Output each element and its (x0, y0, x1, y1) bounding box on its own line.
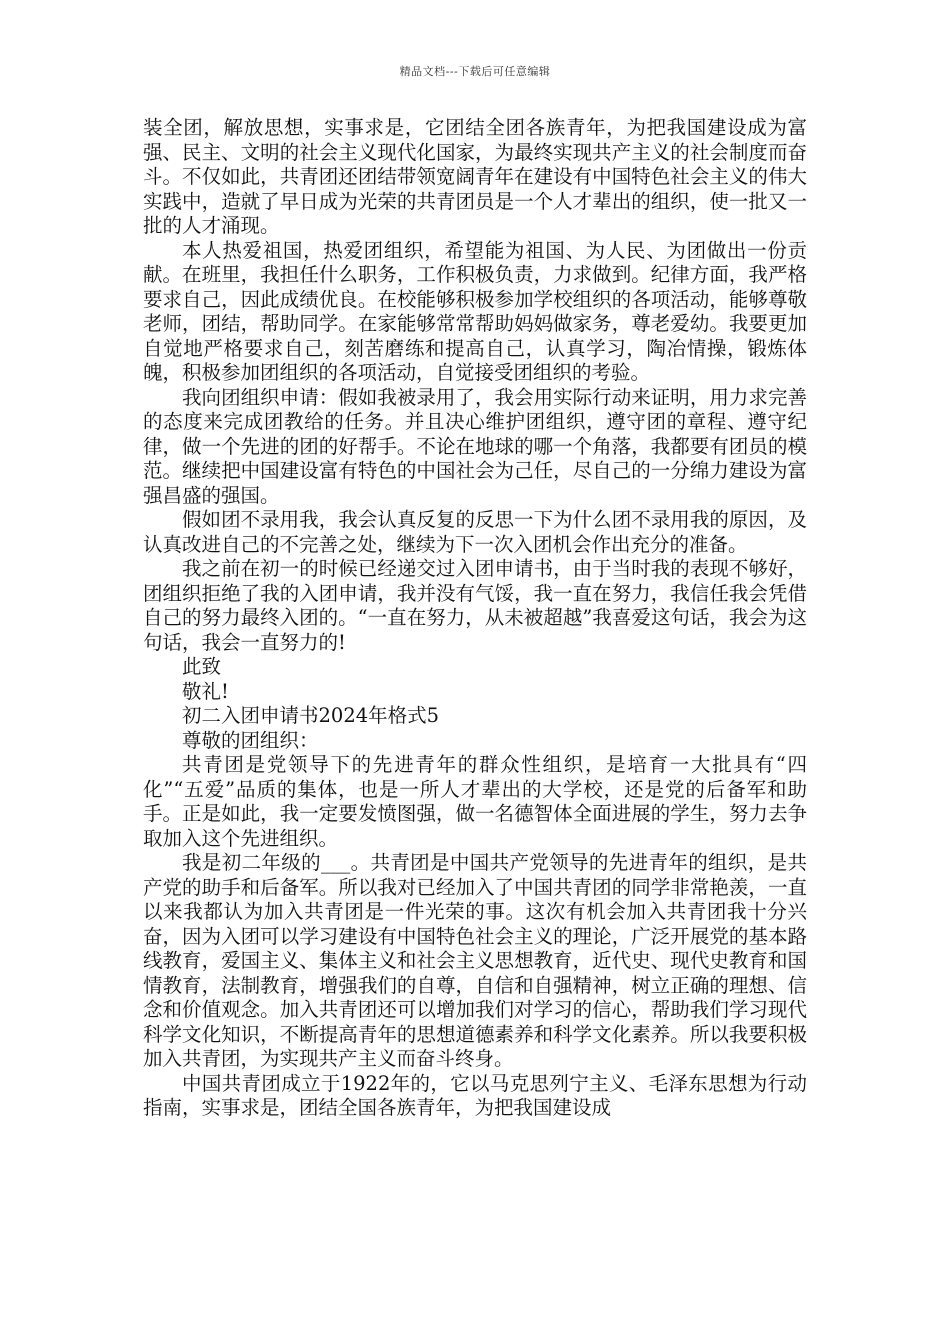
paragraph-2: 本人热爱祖国，热爱团组织，希望能为祖国、为人民、为团做出一份贡献。在班里，我担任什么职务，工作积极负责，力求做到。纪律方面，我严格要求自己，因此成绩优良。在校能够积极参加学校组织的各项活动，能够尊敬老师，团结，帮助同学。在家能够常常帮助妈妈做家务，尊老爱幼。我要更加自觉地严格要求自己，刻苦磨练和提高自己，认真学习，陶冶情操，锻炼体魄，积极参加团组织的各项活动，自觉接受团组织的考验。 (143, 238, 807, 384)
page-header: 精品文档---下载后可任意编辑 (399, 65, 551, 78)
closing-salutation: 此致 (182, 655, 222, 678)
paragraph-7: 我是初二年级的___。共青团是中国共产党领导的先进青年的组织，是共产党的助手和后备军。所以我对已经加入了中国共青团的同学非常艳羡，一直以来我都认为加入共青团是一件光荣的事。这次有机会加入共青团我十分兴奋，因为入团可以学习建设有中国特色社会主义的理论，广泛开展党的基本路线教育，爱国主义、集体主义和社会主义思想教育，近代史、现代史教育和国情教育，法制教育，增强我们的自尊，自信和自强精神，树立正确的理想、信念和价值观念。加入共青团还可以增加我们对学习的信心，帮助我们学习现代科学文化知识，不断提高青年的思想道德素养和科学文化素养。所以我要积极加入共青团，为实现共产主义而奋斗终身。 (143, 851, 807, 1070)
paragraph-4: 假如团不录用我，我会认真反复的反思一下为什么团不录用我的原因，及认真改进自己的不完善之处，继续为下一次入团机会作出充分的准备。 (143, 508, 807, 556)
greeting: 尊敬的团组织： (182, 728, 319, 752)
section-title: 初二入团申请书2024年格式5 (182, 704, 440, 727)
paragraph-3: 我向团组织申请：假如我被录用了，我会用实际行动来证明，用力求完善的态度来完成团教给的任务。并且决心维护团组织，遵守团的章程、遵守纪律，做一个先进的团的好帮手。不论在地球的哪一个角落，我都要有团员的模范。继续把中国建设富有特色的中国社会为己任，尽自己的一分绵力建设为富强昌盛的强国。 (143, 385, 807, 507)
paragraph-6: 共青团是党领导下的先进青年的群众性组织，是培育一大批具有“四化”“五爱”品质的集体，也是一所人才辈出的大学校，还是党的后备军和助手。正是如此，我一定要发愤图强，做一名德智体全面进展的学生，努力去争取加入这个先进组织。 (143, 753, 807, 850)
document-body (143, 116, 807, 1121)
paragraph-8: 中国共青团成立于1922年的，它以马克思列宁主义、毛泽东思想为行动指南，实事求是，团结全国各族青年，为把我国建设成 (143, 1071, 807, 1119)
closing-regards: 敬礼! (182, 679, 229, 703)
paragraph-1: 装全团，解放思想，实事求是，它团结全团各族青年，为把我国建设成为富强、民主、文明的社会主义现代化国家，为最终实现共产主义的社会制度而奋斗。不仅如此，共青团还团结带领宽阔青年在建设有中国特色社会主义的伟大实践中，造就了早日成为光荣的共青团员是一个人才辈出的组织，使一批又一批的人才涌现。 (143, 116, 807, 237)
paragraph-5: 我之前在初一的时候已经递交过入团申请书，由于当时我的表现不够好，团组织拒绝了我的入团申请，我并没有气馁，我一直在努力，我信任我会凭借自己的努力最终入团的。“一直在努力，从未被超越”我喜爱这句话，我会为这句话，我会一直努力的! (143, 557, 807, 654)
